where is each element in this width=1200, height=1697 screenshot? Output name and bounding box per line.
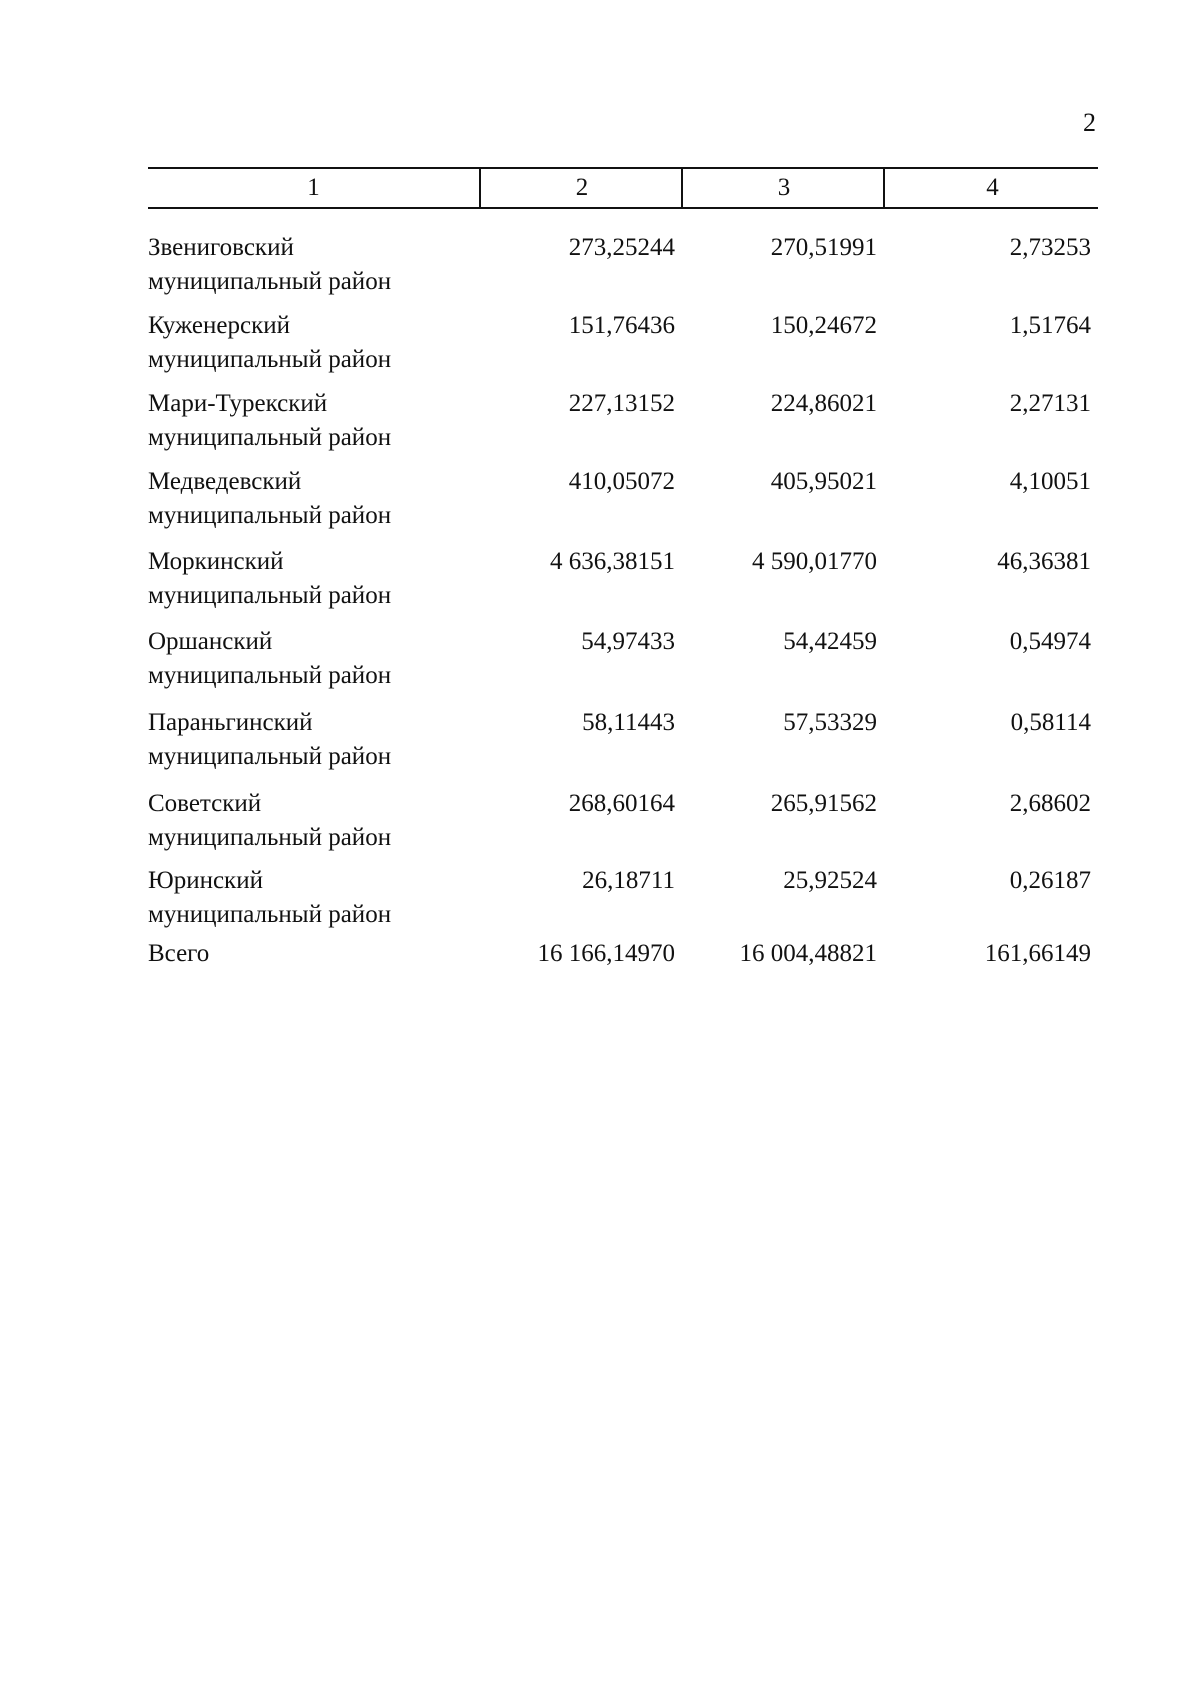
district-name: Юринский: [148, 867, 263, 894]
value-col-4: 4,10051: [1009, 468, 1091, 495]
value-col-4: 2,73253: [1009, 234, 1091, 261]
column-header-2: 2: [479, 169, 683, 207]
district-type: муниципальный район: [148, 346, 392, 373]
district-type: муниципальный район: [148, 824, 392, 851]
column-header-3: 3: [681, 169, 885, 207]
value-col-2: 268,60164: [568, 790, 675, 817]
district-name-cell: [148, 231, 488, 299]
value-col-3: 57,53329: [783, 709, 877, 736]
data-table: [148, 167, 1098, 967]
district-name-cell: [148, 706, 488, 774]
value-col-3: 405,95021: [770, 468, 877, 495]
district-name-cell: [148, 387, 488, 455]
value-col-4: 46,36381: [997, 548, 1091, 575]
district-name: Звениговский: [148, 234, 294, 261]
value-col-3: 270,51991: [770, 234, 877, 261]
value-col-2: 4 636,38151: [550, 548, 675, 575]
page-number: 2: [1083, 108, 1096, 137]
value-col-3: 224,86021: [770, 390, 877, 417]
district-name: Куженерский: [148, 312, 290, 339]
district-type: муниципальный район: [148, 502, 392, 529]
district-name: Медведевский: [148, 468, 302, 495]
value-col-3: 54,42459: [783, 628, 877, 655]
table-header-row: [148, 167, 1098, 209]
district-name: Параньгинский: [148, 709, 313, 736]
value-col-4: 0,54974: [1009, 628, 1091, 655]
value-col-3: 150,24672: [770, 312, 877, 339]
column-header-1: 1: [307, 174, 320, 201]
district-type: муниципальный район: [148, 424, 392, 451]
value-col-3: 265,91562: [770, 790, 877, 817]
value-col-2: 410,05072: [568, 468, 675, 495]
district-name-cell: [148, 465, 488, 533]
value-col-2: 227,13152: [568, 390, 675, 417]
value-col-4: 1,51764: [1009, 312, 1091, 339]
district-type: муниципальный район: [148, 582, 392, 609]
district-name-cell: [148, 309, 488, 377]
value-col-2: 151,76436: [568, 312, 675, 339]
total-label: Всего: [148, 940, 210, 967]
district-name-cell: [148, 545, 488, 613]
district-name: Моркинский: [148, 548, 284, 575]
value-col-4: 0,58114: [1010, 709, 1091, 736]
district-name-cell: [148, 787, 488, 855]
value-col-2: 58,11443: [582, 709, 675, 736]
district-name: Мари-Турекский: [148, 390, 328, 417]
value-col-2: 54,97433: [581, 628, 675, 655]
value-col-2: 26,18711: [582, 867, 675, 894]
district-name: Советский: [148, 790, 262, 817]
total-col-3: 16 004,48821: [739, 940, 877, 967]
value-col-2: 273,25244: [568, 234, 675, 261]
district-name: Оршанский: [148, 628, 273, 655]
value-col-4: 2,68602: [1009, 790, 1091, 817]
column-header-4: 4: [883, 169, 1100, 207]
district-type: муниципальный район: [148, 743, 392, 770]
value-col-4: 2,27131: [1009, 390, 1091, 417]
total-col-2: 16 166,14970: [537, 940, 675, 967]
value-col-3: 25,92524: [783, 867, 877, 894]
district-name-cell: [148, 864, 488, 932]
district-type: муниципальный район: [148, 662, 392, 689]
district-type: муниципальный район: [148, 901, 392, 928]
district-type: муниципальный район: [148, 268, 392, 295]
value-col-4: 0,26187: [1009, 867, 1091, 894]
value-col-3: 4 590,01770: [752, 548, 877, 575]
district-name-cell: [148, 625, 488, 693]
total-col-4: 161,66149: [984, 940, 1091, 967]
